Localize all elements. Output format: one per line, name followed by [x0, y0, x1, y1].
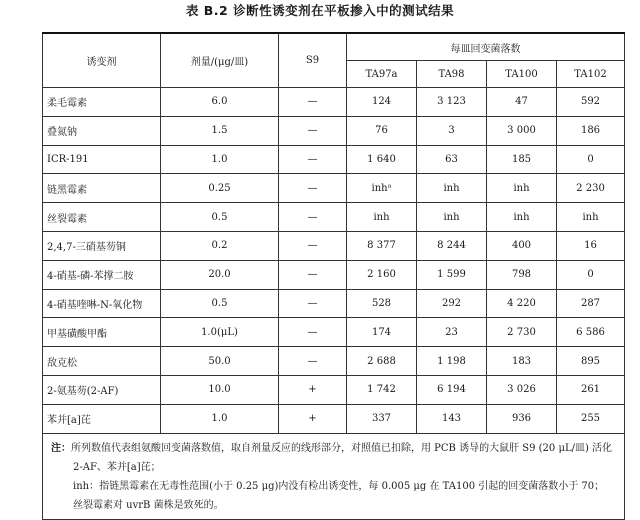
revertant-count: 0: [557, 145, 625, 174]
note-line-2: inh：指链黑霉素在无毒性范围(小于 0.25 μg)内没有检出诱变性，每 0.005 μg 在 TA100 引起的回变菌落数小于 70；: [73, 480, 605, 492]
revertant-count: 337: [347, 404, 417, 433]
table-title: 表 B.2 诊断性诱变剂在平板掺入中的测试结果: [185, 3, 455, 18]
s9-value: +: [279, 375, 347, 404]
dose-value: 0.2: [161, 231, 279, 260]
revertant-count: 143: [417, 404, 487, 433]
mutagen-name: 敌克松: [43, 347, 161, 376]
revertant-count: inh: [347, 203, 417, 232]
revertant-count: 186: [557, 116, 625, 145]
revertant-count: 528: [347, 289, 417, 318]
revertant-count: 16: [557, 231, 625, 260]
header-strain: TA102: [557, 61, 625, 88]
dose-value: 1.0: [161, 404, 279, 433]
s9-value: —: [279, 174, 347, 203]
revertant-count: 292: [417, 289, 487, 318]
revertant-count: 76: [347, 116, 417, 145]
mutagen-name: 苯并[a]芘: [43, 404, 161, 433]
note-line-3: 丝裂霉素对 uvrB 菌株是致死的。: [73, 499, 224, 511]
revertant-count: inh: [487, 203, 557, 232]
revertant-count: 4 220: [487, 289, 557, 318]
revertant-count: inh: [417, 203, 487, 232]
note-text-1: 所列数值代表组氨酸回变菌落数值，取自剂量反应的线形部分，对照值已扣除，用 PCB 诱导的大鼠肝 S9 (20 μL/皿) 活化 2-AF、苯并[a]芘；: [71, 442, 613, 473]
revertant-count: 6 586: [557, 318, 625, 347]
revertant-count: 124: [347, 88, 417, 117]
table-row: [43, 318, 625, 347]
mutagen-name: 4-硝基喹啉-N-氧化物: [43, 289, 161, 318]
header-strain: TA97a: [347, 61, 417, 88]
s9-value: —: [279, 145, 347, 174]
table-row: [43, 404, 625, 433]
dose-value: 0.5: [161, 289, 279, 318]
s9-value: —: [279, 347, 347, 376]
table-row: [43, 231, 625, 260]
dose-value: 6.0: [161, 88, 279, 117]
revertant-count: 255: [557, 404, 625, 433]
revertant-count: 2 160: [347, 260, 417, 289]
revertant-count: 287: [557, 289, 625, 318]
dose-value: 20.0: [161, 260, 279, 289]
revertant-count: 400: [487, 231, 557, 260]
table-row: [43, 88, 625, 117]
mutagen-name: 丝裂霉素: [43, 203, 161, 232]
dose-value: 1.0: [161, 145, 279, 174]
revertant-count: inh: [487, 174, 557, 203]
revertant-count: 1 640: [347, 145, 417, 174]
revertant-count: 8 244: [417, 231, 487, 260]
table-row: [43, 375, 625, 404]
note-label: 注：: [51, 442, 71, 454]
revertant-count: 936: [487, 404, 557, 433]
revertant-count: 1 599: [417, 260, 487, 289]
revertant-count: 895: [557, 347, 625, 376]
s9-value: —: [279, 88, 347, 117]
revertant-count: 185: [487, 145, 557, 174]
revertant-count: 1 742: [347, 375, 417, 404]
revertant-count: 63: [417, 145, 487, 174]
header-mutagen: 诱变剂: [43, 33, 161, 88]
table-row: [43, 145, 625, 174]
revertant-count: 2 730: [487, 318, 557, 347]
revertant-count: 798: [487, 260, 557, 289]
revertant-count: inh: [557, 203, 625, 232]
revertant-count: 6 194: [417, 375, 487, 404]
table-row: [43, 116, 625, 145]
revertant-count: 3 000: [487, 116, 557, 145]
header-strain: TA98: [417, 61, 487, 88]
note-line-1: [51, 439, 616, 477]
revertant-count: 47: [487, 88, 557, 117]
header-revertants: 每皿回变菌落数: [347, 33, 625, 61]
revertant-count: 0: [557, 260, 625, 289]
table-row: [43, 347, 625, 376]
header-strain: TA100: [487, 61, 557, 88]
revertant-count: 183: [487, 347, 557, 376]
revertant-count: 3 123: [417, 88, 487, 117]
revertant-count: inh: [417, 174, 487, 203]
revertant-count: 3: [417, 116, 487, 145]
s9-value: —: [279, 260, 347, 289]
mutagen-name: 甲基磺酸甲酯: [43, 318, 161, 347]
dose-value: 0.25: [161, 174, 279, 203]
table-row: [43, 260, 625, 289]
header-s9: S9: [279, 33, 347, 88]
mutagen-name: 链黑霉素: [43, 174, 161, 203]
mutagen-name: 叠氮钠: [43, 116, 161, 145]
s9-value: —: [279, 318, 347, 347]
s9-value: +: [279, 404, 347, 433]
s9-value: —: [279, 116, 347, 145]
header-dose: 剂量/(μg/皿): [161, 33, 279, 88]
table-row: [43, 289, 625, 318]
revertant-count: 261: [557, 375, 625, 404]
dose-value: 1.0(μL): [161, 318, 279, 347]
mutagen-name: 4-硝基-磷-苯撑二胺: [43, 260, 161, 289]
revertant-count: 174: [347, 318, 417, 347]
mutagen-name: 柔毛霉素: [43, 88, 161, 117]
dose-value: 1.5: [161, 116, 279, 145]
dose-value: 0.5: [161, 203, 279, 232]
revertant-count: 1 198: [417, 347, 487, 376]
revertant-count: 3 026: [487, 375, 557, 404]
table-row: [43, 203, 625, 232]
dose-value: 50.0: [161, 347, 279, 376]
revertant-count: 23: [417, 318, 487, 347]
notes-cell: [43, 433, 625, 519]
mutagen-name: 2-氨基芴(2-AF): [43, 375, 161, 404]
s9-value: —: [279, 289, 347, 318]
revertant-count: 2 688: [347, 347, 417, 376]
s9-value: —: [279, 231, 347, 260]
table-row: [43, 174, 625, 203]
mutagen-name: 2,4,7-三硝基芴铜: [43, 231, 161, 260]
dose-value: 10.0: [161, 375, 279, 404]
s9-value: —: [279, 203, 347, 232]
mutagen-name: ICR-191: [43, 145, 161, 174]
revertant-count: inhᵃ: [347, 174, 417, 203]
results-table: [42, 32, 625, 520]
revertant-count: 592: [557, 88, 625, 117]
revertant-count: 8 377: [347, 231, 417, 260]
revertant-count: 2 230: [557, 174, 625, 203]
